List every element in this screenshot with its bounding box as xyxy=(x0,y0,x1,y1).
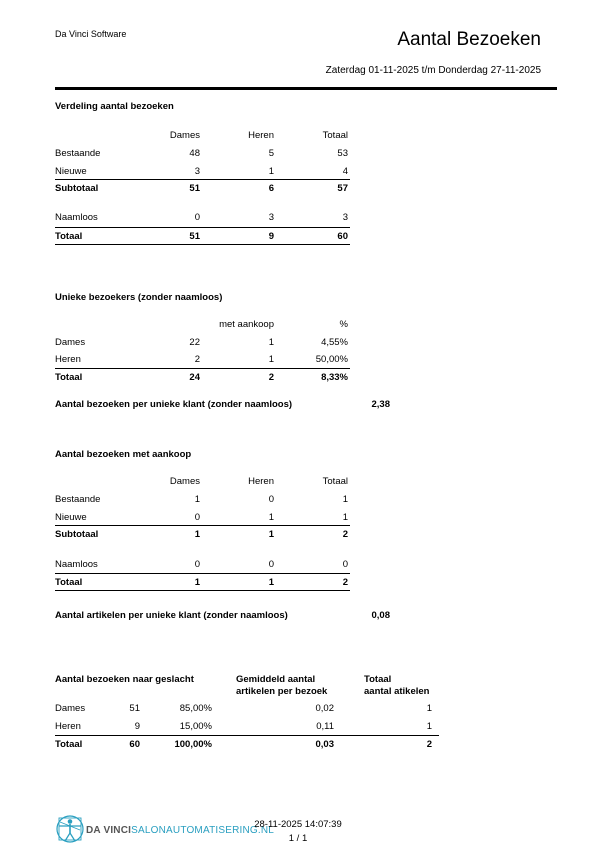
cell-totaal: 1 xyxy=(342,512,348,523)
company-name: Da Vinci Software xyxy=(55,29,127,39)
row-divider xyxy=(55,368,350,369)
cell-dames: 1 xyxy=(194,494,200,505)
cell-totaal: 57 xyxy=(337,183,348,194)
cell-dames: 0 xyxy=(194,559,200,570)
section-heading: Unieke bezoekers (zonder naamloos) xyxy=(55,292,223,303)
cell-totaal: 4 xyxy=(342,166,348,177)
artikelen-value: 0,08 xyxy=(371,610,390,621)
cell-heren: 3 xyxy=(268,212,274,223)
cell-totaal-artikelen: 1 xyxy=(426,703,432,714)
column-header: Heren xyxy=(248,130,274,141)
print-timestamp: 28-11-2025 14:07:39 xyxy=(254,819,342,830)
column-header-totaal: Totaal xyxy=(364,674,392,685)
cell-totaal: 2 xyxy=(342,577,348,588)
cell-aantal: 22 xyxy=(189,337,200,348)
row-divider xyxy=(55,525,350,526)
cell-dames: 0 xyxy=(194,212,200,223)
header-divider xyxy=(55,87,557,90)
per-klant-label: Aantal bezoeken per unieke klant (zonder naamloos) xyxy=(55,399,293,410)
cell-aantal: 9 xyxy=(134,721,140,732)
row-label: Heren xyxy=(55,721,81,732)
row-divider xyxy=(55,179,350,180)
cell-dames: 0 xyxy=(194,512,200,523)
row-label: Bestaande xyxy=(55,494,101,505)
section-heading: Verdeling aantal bezoeken xyxy=(55,101,174,112)
cell-aantal: 60 xyxy=(129,739,140,750)
cell-percentage: 4,55% xyxy=(321,337,348,348)
row-label: Nieuwe xyxy=(55,166,87,177)
cell-heren: 1 xyxy=(268,512,274,523)
row-divider xyxy=(55,244,350,245)
cell-totaal-artikelen: 2 xyxy=(426,739,432,750)
cell-totaal: 0 xyxy=(342,559,348,570)
column-header: % xyxy=(339,319,348,330)
cell-dames: 51 xyxy=(189,231,200,242)
cell-gemiddeld: 0,03 xyxy=(315,739,334,750)
cell-heren: 0 xyxy=(268,559,274,570)
row-label: Subtotaal xyxy=(55,183,99,194)
per-klant-value: 2,38 xyxy=(371,399,390,410)
cell-aantal: 2 xyxy=(194,354,200,365)
row-label: Dames xyxy=(55,337,86,348)
column-header: Totaal xyxy=(322,130,348,141)
row-label: Naamloos xyxy=(55,559,98,570)
column-header-gemiddeld: Gemiddeld aantal xyxy=(236,674,316,685)
cell-aantal: 51 xyxy=(129,703,140,714)
cell-heren: 1 xyxy=(268,577,274,588)
cell-percentage: 8,33% xyxy=(321,372,348,383)
row-label: Naamloos xyxy=(55,212,98,223)
cell-totaal: 2 xyxy=(342,529,348,540)
column-header: Heren xyxy=(248,476,274,487)
cell-heren: 1 xyxy=(268,529,274,540)
report-period: Zaterdag 01-11-2025 t/m Donderdag 27-11-2025 xyxy=(325,65,541,76)
column-header-totaal-sub: aantal atikelen xyxy=(364,686,430,697)
cell-dames: 1 xyxy=(194,577,200,588)
row-divider xyxy=(55,573,350,574)
section-heading: Aantal bezoeken met aankoop xyxy=(55,449,192,460)
cell-dames: 48 xyxy=(189,148,200,159)
cell-totaal: 53 xyxy=(337,148,348,159)
cell-percentage: 50,00% xyxy=(315,354,348,365)
row-divider xyxy=(55,227,350,228)
cell-gemiddeld: 0,02 xyxy=(315,703,334,714)
cell-gemiddeld: 0,11 xyxy=(316,721,334,732)
cell-heren: 6 xyxy=(268,183,274,194)
cell-percentage: 85,00% xyxy=(179,703,212,714)
column-header: met aankoop xyxy=(219,319,274,330)
row-label: Totaal xyxy=(55,372,83,383)
row-label: Dames xyxy=(55,703,86,714)
row-label: Nieuwe xyxy=(55,512,87,523)
row-label: Totaal xyxy=(55,739,83,750)
vitruvian-logo-icon xyxy=(55,813,85,845)
artikelen-label: Aantal artikelen per unieke klant (zonder naamloos) xyxy=(55,610,288,621)
cell-totaal: 60 xyxy=(337,231,348,242)
row-label: Totaal xyxy=(55,577,83,588)
cell-met-aankoop: 2 xyxy=(268,372,274,383)
cell-heren: 0 xyxy=(268,494,274,505)
section-heading: Aantal bezoeken naar geslacht xyxy=(55,674,194,685)
cell-totaal-artikelen: 1 xyxy=(426,721,432,732)
cell-dames: 1 xyxy=(194,529,200,540)
cell-heren: 5 xyxy=(268,148,274,159)
cell-aantal: 24 xyxy=(189,372,200,383)
cell-met-aankoop: 1 xyxy=(268,354,274,365)
cell-heren: 9 xyxy=(268,231,274,242)
cell-dames: 3 xyxy=(194,166,200,177)
cell-met-aankoop: 1 xyxy=(268,337,274,348)
cell-heren: 1 xyxy=(268,166,274,177)
cell-percentage: 15,00% xyxy=(179,721,212,732)
row-divider xyxy=(55,590,350,591)
cell-dames: 51 xyxy=(189,183,200,194)
column-header-gemiddeld-sub: artikelen per bezoek xyxy=(236,686,328,697)
page-number: 1 / 1 xyxy=(288,833,308,844)
column-header: Dames xyxy=(169,476,200,487)
column-header: Totaal xyxy=(322,476,348,487)
cell-totaal: 3 xyxy=(342,212,348,223)
row-label: Subtotaal xyxy=(55,529,99,540)
cell-percentage: 100,00% xyxy=(174,739,212,750)
column-header: Dames xyxy=(169,130,200,141)
cell-totaal: 1 xyxy=(342,494,348,505)
report-title: Aantal Bezoeken xyxy=(397,29,541,50)
row-label: Totaal xyxy=(55,231,83,242)
row-label: Bestaande xyxy=(55,148,101,159)
row-divider xyxy=(55,735,439,736)
row-label: Heren xyxy=(55,354,81,365)
logo-wordmark: DA VINCISALONAUTOMATISERING.NL xyxy=(86,825,275,836)
